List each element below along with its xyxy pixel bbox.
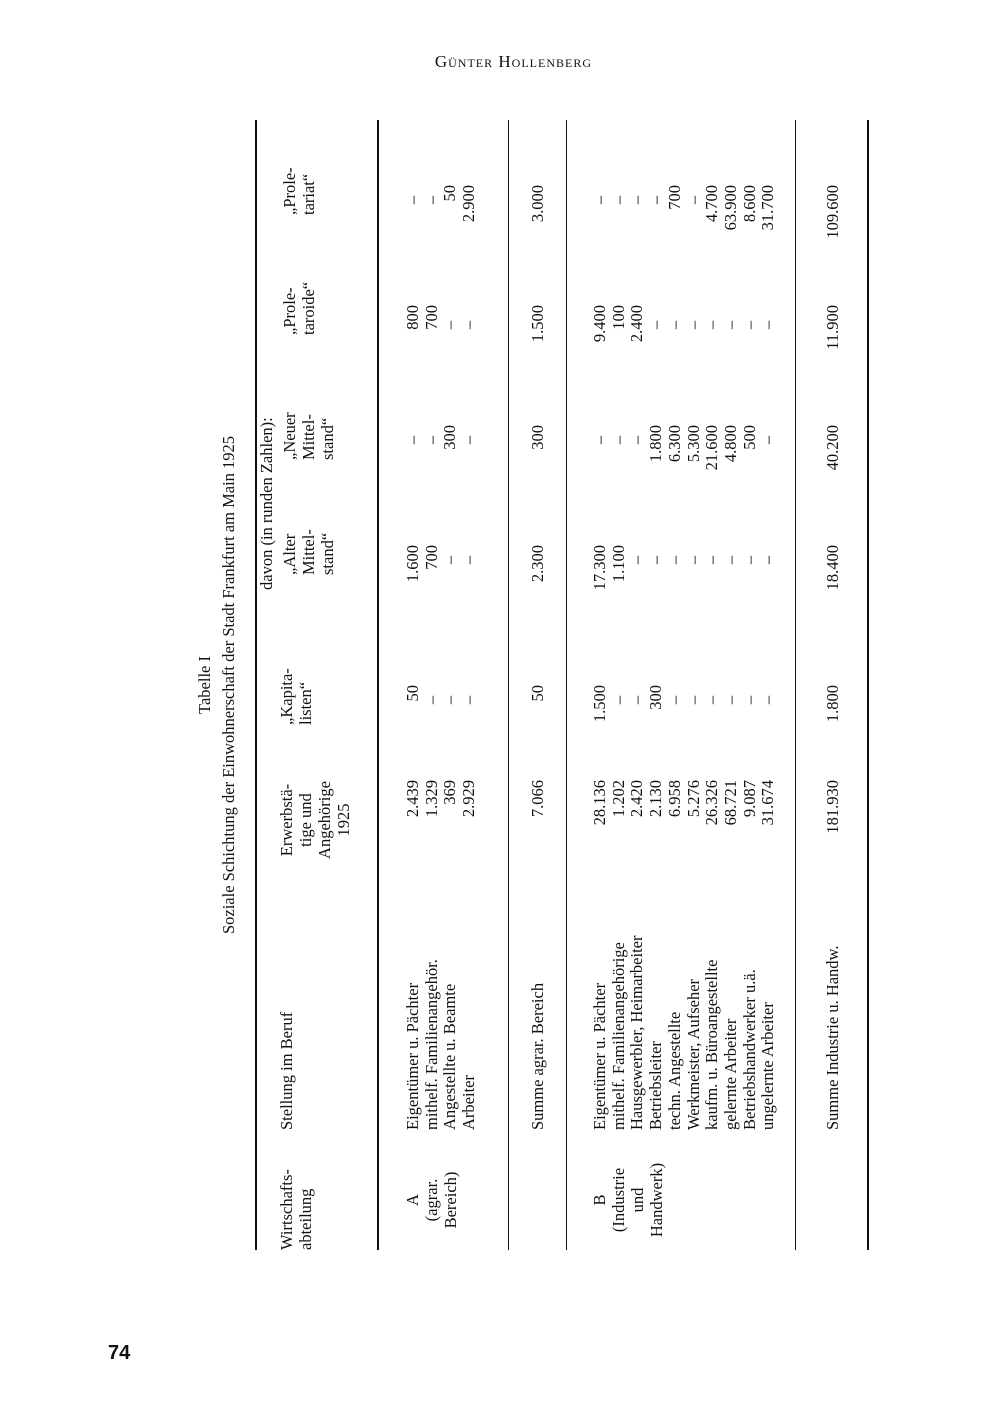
section-a-row-4-stellung: Arbeiter	[459, 1075, 479, 1130]
section-b-row-8-col-2: –	[720, 695, 740, 705]
section-a-row-3-col-4: 300	[440, 425, 460, 450]
section-a-row-2-col-5: 700	[421, 305, 441, 330]
section-b-sum-label: Summe Industrie u. Handw.	[823, 945, 842, 1130]
section-b-row-3-col-3: –	[627, 555, 647, 565]
section-b-row-2-col-4: –	[608, 435, 628, 445]
section-b-row-4-col-2: 300	[646, 685, 666, 710]
section-a-row-4-col-2: –	[459, 695, 479, 705]
section-b-row-2-stellung: mithelf. Familienangehörige	[608, 942, 628, 1130]
section-a-row-1-col-5: 800	[403, 305, 422, 330]
section-a-sum-col-6: 3.000	[528, 185, 547, 223]
section-a-row-2-col-3: 700	[421, 545, 441, 570]
section-b-row-7-col-3: –	[702, 555, 722, 565]
section-a-row-1-col-2: 50	[403, 685, 422, 702]
section-b-row-5-col-4: 6.300	[664, 425, 684, 463]
section-a-row-1-col-4: –	[403, 435, 422, 445]
section-b-row-7-stellung: kaufm. u. Büroangestellte	[702, 959, 722, 1130]
section-a-row-2-col-4: –	[421, 435, 441, 445]
section-b-row-2-col-6: –	[608, 195, 628, 205]
section-b-row-1-col-2: 1.500	[590, 685, 609, 723]
section-b-row-6-col-6: –	[683, 195, 703, 205]
section-b-sum-col-5: 11.900	[823, 305, 842, 350]
section-a-sum-col-5: 1.500	[528, 305, 547, 343]
section-a-row-2-col-6: –	[421, 195, 441, 205]
section-b-row-9-stellung: Betriebshandwerker u.ä.	[739, 969, 759, 1130]
section-b-sum-col-6: 109.600	[823, 185, 842, 239]
section-b-row-7-col-1: 26.326	[702, 780, 722, 826]
section-a-row-1-col-3: 1.600	[403, 545, 422, 583]
section-a-row-4-col-5: –	[459, 320, 479, 330]
table-bottom-rule	[867, 120, 869, 1250]
table-title: Soziale Schichtung der Einwohnerschaft der Stadt Frankfurt am Main 1925	[219, 435, 238, 935]
section-a-row-1-col-1: 2.439	[403, 780, 422, 818]
header-alter: „Alter Mittel- stand“	[280, 529, 337, 575]
section-b-row-8-col-1: 68.721	[720, 780, 740, 826]
section-a-row-3-col-1: 369	[440, 780, 460, 805]
section-b-row-3-col-5: 2.400	[627, 305, 647, 343]
section-b-row-4-col-5: –	[646, 320, 666, 330]
header-proletariat: „Prole- tariat“	[280, 167, 318, 215]
header-abteilung: Wirtschafts- abteilung	[277, 1169, 315, 1250]
section-b-sum-col-4: 40.200	[823, 425, 842, 471]
section-b-row-7-col-4: 21.600	[702, 425, 722, 471]
section-b-row-1-col-5: 9.400	[590, 305, 609, 343]
section-b-row-2-col-2: –	[608, 695, 628, 705]
section-b-row-10-stellung: ungelernte Arbeiter	[758, 1002, 778, 1130]
section-b-row-6-col-2: –	[683, 695, 703, 705]
section-b-row-2-col-5: 100	[608, 305, 628, 330]
section-b-row-10-col-4: –	[758, 435, 778, 445]
header-rule	[377, 120, 379, 1250]
section-b-row-6-col-4: 5.300	[683, 425, 703, 463]
section-a-row-4-col-1: 2.929	[459, 780, 479, 818]
section-b-row-6-col-1: 5.276	[683, 780, 703, 818]
section-b-rule	[795, 120, 796, 1250]
section-b-row-3-col-6: –	[627, 195, 647, 205]
section-b-row-9-col-6: 8.600	[739, 185, 759, 223]
section-b-row-1-col-1: 28.136	[590, 780, 609, 826]
section-b-row-4-col-6: –	[646, 195, 666, 205]
section-b-row-9-col-1: 9.087	[739, 780, 759, 818]
section-b-label: B (Industrie und Handwerk)	[590, 1162, 666, 1238]
section-b-row-6-col-3: –	[683, 555, 703, 565]
section-b-row-4-col-4: 1.800	[646, 425, 666, 463]
section-a-sum-col-4: 300	[528, 425, 547, 450]
section-b-row-9-col-3: –	[739, 555, 759, 565]
section-b-row-6-col-5: –	[683, 320, 703, 330]
section-b-row-3-col-4: –	[627, 435, 647, 445]
table-label: Tabelle I	[195, 656, 214, 714]
section-b-row-8-col-3: –	[720, 555, 740, 565]
section-b-row-5-col-1: 6.958	[664, 780, 684, 818]
section-b-row-10-col-1: 31.674	[758, 780, 778, 826]
header-neuer: „Neuer Mittel- stand“	[280, 412, 337, 460]
section-a-sum-col-2: 50	[528, 685, 547, 702]
section-a-sum-col-1: 7.066	[528, 780, 547, 818]
section-b-sum-col-2: 1.800	[823, 685, 842, 723]
section-b-row-10-col-6: 31.700	[758, 185, 778, 231]
section-b-row-5-col-5: –	[664, 320, 684, 330]
section-b-row-10-col-2: –	[758, 695, 778, 705]
table-top-rule	[255, 120, 257, 1250]
section-a-row-4-col-6: 2.900	[459, 185, 479, 223]
section-b-sum-col-3: 18.400	[823, 545, 842, 591]
header-erwerb: Erwerbstä- tige und Angehörige 1925	[277, 781, 353, 859]
section-b-row-7-col-6: 4.700	[702, 185, 722, 223]
section-b-row-1-col-4: –	[590, 435, 609, 445]
header-stellung: Stellung im Beruf	[277, 1011, 296, 1130]
section-a-row-2-col-1: 1.329	[421, 780, 441, 818]
section-b-row-5-col-6: 700	[664, 185, 684, 210]
section-a-row-4-col-4: –	[459, 435, 479, 445]
section-b-row-1-col-6: –	[590, 195, 609, 205]
header-kapitalisten: „Kapita- listen“	[277, 668, 315, 725]
section-b-row-1-col-3: 17.300	[590, 545, 609, 591]
section-b-row-8-stellung: gelernte Arbeiter	[720, 1018, 740, 1130]
section-a-sum-rule	[566, 120, 567, 1250]
section-a-row-3-col-5: –	[440, 320, 460, 330]
section-b-row-5-col-2: –	[664, 695, 684, 705]
section-b-row-5-col-3: –	[664, 555, 684, 565]
section-a-rule	[508, 120, 509, 1250]
running-head: Günter Hollenberg	[434, 52, 592, 71]
section-b-row-3-col-1: 2.420	[627, 780, 647, 818]
section-b-row-2-col-1: 1.202	[608, 780, 628, 818]
section-a-row-2-stellung: mithelf. Familienangehör.	[421, 959, 441, 1130]
section-b-row-6-stellung: Werkmeister, Aufseher	[683, 978, 703, 1130]
section-a-row-1-stellung: Eigentümer u. Pächter	[403, 982, 422, 1130]
section-b-row-4-col-3: –	[646, 555, 666, 565]
section-a-row-3-col-2: –	[440, 695, 460, 705]
section-b-row-1-stellung: Eigentümer u. Pächter	[590, 982, 609, 1130]
header-davon: davon (in runden Zahlen):	[257, 417, 276, 590]
section-b-row-3-stellung: Hausgewerbler, Heimarbeiter	[627, 935, 647, 1130]
section-b-row-10-col-3: –	[758, 555, 778, 565]
section-b-row-9-col-4: 500	[739, 425, 759, 450]
header-proletaroide: „Prole- taroide“	[280, 281, 318, 335]
section-a-row-4-col-3: –	[459, 555, 479, 565]
section-a-row-3-col-6: 50	[440, 185, 460, 202]
section-a-row-2-col-2: –	[421, 695, 441, 705]
section-b-row-7-col-5: –	[702, 320, 722, 330]
section-b-row-7-col-2: –	[702, 695, 722, 705]
rotated-table	[195, 120, 842, 1250]
section-b-row-8-col-4: 4.800	[720, 425, 740, 463]
section-b-row-5-stellung: techn. Angestellte	[664, 1011, 684, 1130]
section-b-row-8-col-6: 63.900	[720, 185, 740, 231]
section-b-row-9-col-5: –	[739, 320, 759, 330]
section-b-row-4-stellung: Betriebsleiter	[646, 1041, 666, 1130]
section-b-sum-col-1: 181.930	[823, 780, 842, 834]
section-a-label: A (agrar. Bereich)	[403, 1171, 460, 1229]
section-b-row-3-col-2: –	[627, 695, 647, 705]
section-b-row-2-col-3: 1.100	[608, 545, 628, 583]
section-a-sum-label: Summe agrar. Bereich	[528, 982, 547, 1130]
section-a-row-1-col-6: –	[403, 195, 422, 205]
page-number: 74	[108, 1342, 131, 1364]
section-b-row-9-col-2: –	[739, 695, 759, 705]
section-a-row-3-col-3: –	[440, 555, 460, 565]
section-b-row-10-col-5: –	[758, 320, 778, 330]
section-b-row-4-col-1: 2.130	[646, 780, 666, 818]
section-a-sum-col-3: 2.300	[528, 545, 547, 583]
section-b-row-8-col-5: –	[720, 320, 740, 330]
section-a-row-3-stellung: Angestellte u. Beamte	[440, 983, 460, 1130]
